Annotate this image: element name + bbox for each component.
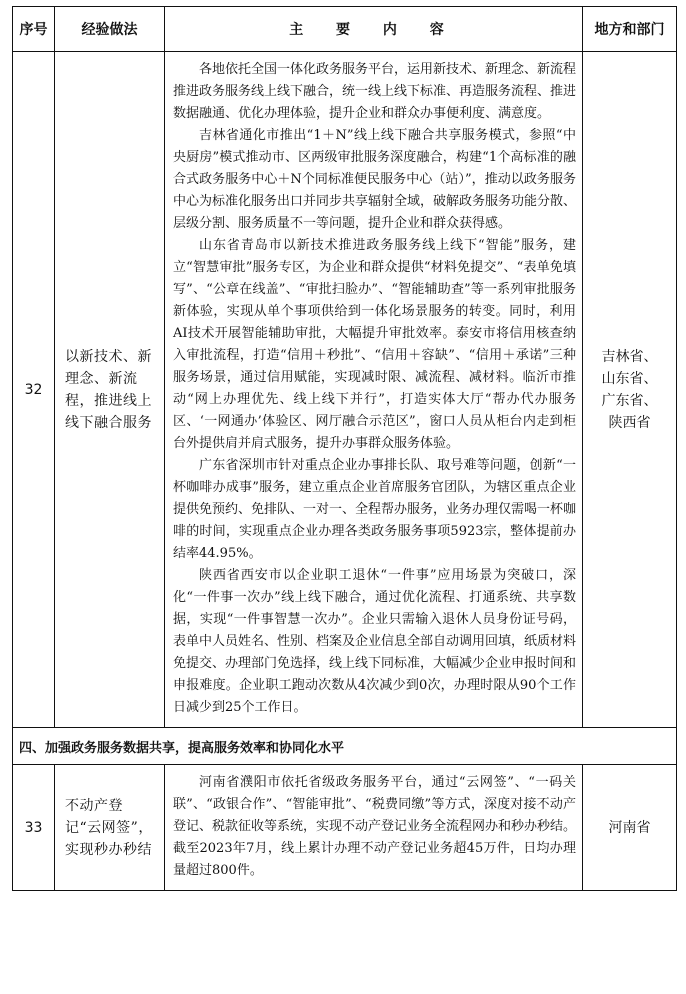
content-paragraph: 山东省青岛市以新技术推进政务服务线上线下“智能”服务，建立“智慧审批”服务专区，为企业和群众提供“材料免提交”、“表单免填写”、“公章在线盖”、“审批扫脸办”、“智能辅助查”等一系列审批服务新体验，实现从单个事项供给到一体化场景服务的转变。同时，利用AI技术开展智能辅助审批，大幅提升审批效率。泰安市将信用核查纳入审批流程，打造“信用＋秒批”、“信用＋容缺”、“信用＋承诺”三种服务场景，通过信用赋能，实现减时限、减流程、减材料。临沂市推动“网上办理优先、线上线下并行”，打造实体大厅“帮办代办服务区、‘一网通办’体验区、网厅融合示范区”，窗口人员从柜台内走到柜台外提供肩并肩式服务，提升办事群众服务体验。 [173, 238, 576, 451]
header-content [165, 7, 583, 52]
header-number: 序号 [13, 7, 55, 52]
table-header-row [13, 7, 677, 52]
header-department: 地方和部门 [583, 7, 677, 52]
header-method: 经验做法 [55, 7, 165, 52]
section-heading: 四、加强政务服务数据共享，提高服务效率和协同化水平 [13, 728, 677, 765]
content-paragraph: 吉林省通化市推出“1＋N”线上线下融合共享服务模式，参照“中央厨房”模式推动市、区两级审批服务深度融合，构建“1个高标准的融合式政务服务中心＋N个同标准便民服务中心（站）”，推动以政务服务中心为标准化服务出口并同步共享辐射全域，破解政务服务功能分散、层级分割、服务质量不一等问题，提升企业和群众获得感。 [173, 128, 577, 231]
table-row [13, 52, 677, 728]
row-method: 不动产登记“云网签”，实现秒办秒结 [55, 765, 165, 891]
experience-table [12, 6, 677, 891]
content-paragraph: 各地依托全国一体化政务服务平台，运用新技术、新理念、新流程推进政务服务线上线下融合，统一线上线下标准、再造服务流程、推进数据融通、优化办理体验，提升企业和群众办事便利度、满意度。 [173, 62, 577, 121]
department-line: 吉林省、 [601, 348, 658, 365]
row-department [583, 765, 677, 891]
header-content-label: 主 要 内 容 [289, 22, 458, 38]
department-line: 山东省、 [601, 370, 658, 387]
department-line: 广东省、 [601, 392, 658, 409]
department-line: 陕西省 [608, 414, 651, 431]
row-number: 33 [13, 765, 55, 891]
row-content [165, 765, 583, 891]
section-heading-row [13, 728, 677, 765]
content-paragraph: 广东省深圳市针对重点企业办事排长队、取号难等问题，创新“一杯咖啡办成事”服务，建立重点企业首席服务官团队，为辖区重点企业提供免预约、免排队、一对一、全程帮办服务，业务办理仅需喝一杯咖啡的时间，实现重点企业办理各类政务服务事项5923宗，整体提前办结率44.95%。 [173, 458, 577, 561]
table-row [13, 765, 677, 891]
row-number: 32 [13, 52, 55, 728]
row-method: 以新技术、新理念、新流程，推进线上线下融合服务 [55, 52, 165, 728]
content-paragraph: 河南省濮阳市依托省级政务服务平台，通过“云网签”、“一码关联”、“政银合作”、“智能审批”、“税费同缴”等方式，深度对接不动产登记、税款征收等系统，实现不动产登记业务全流程网办和秒办秒结。截至2023年7月，线上累计办理不动产登记业务超45万件，日均办理量超过800件。 [173, 775, 577, 878]
content-paragraph: 陕西省西安市以企业职工退休“一件事”应用场景为突破口，深化“一件事一次办”线上线下融合，通过优化流程、打通系统、共享数据，实现“一件事智慧一次办”。企业只需输入退休人员身份证号码，表单中人员姓名、性别、档案及企业信息全部自动调用回填，纸质材料免提交、办理部门免选择，线上线下同标准，大幅减少企业申报时间和申报难度。企业职工跑动次数从4次减少到0次，办理时限从90个工作日减少到25个工作日。 [173, 568, 577, 715]
row-department [583, 52, 677, 728]
row-content [165, 52, 583, 728]
department-line: 河南省 [608, 819, 651, 836]
